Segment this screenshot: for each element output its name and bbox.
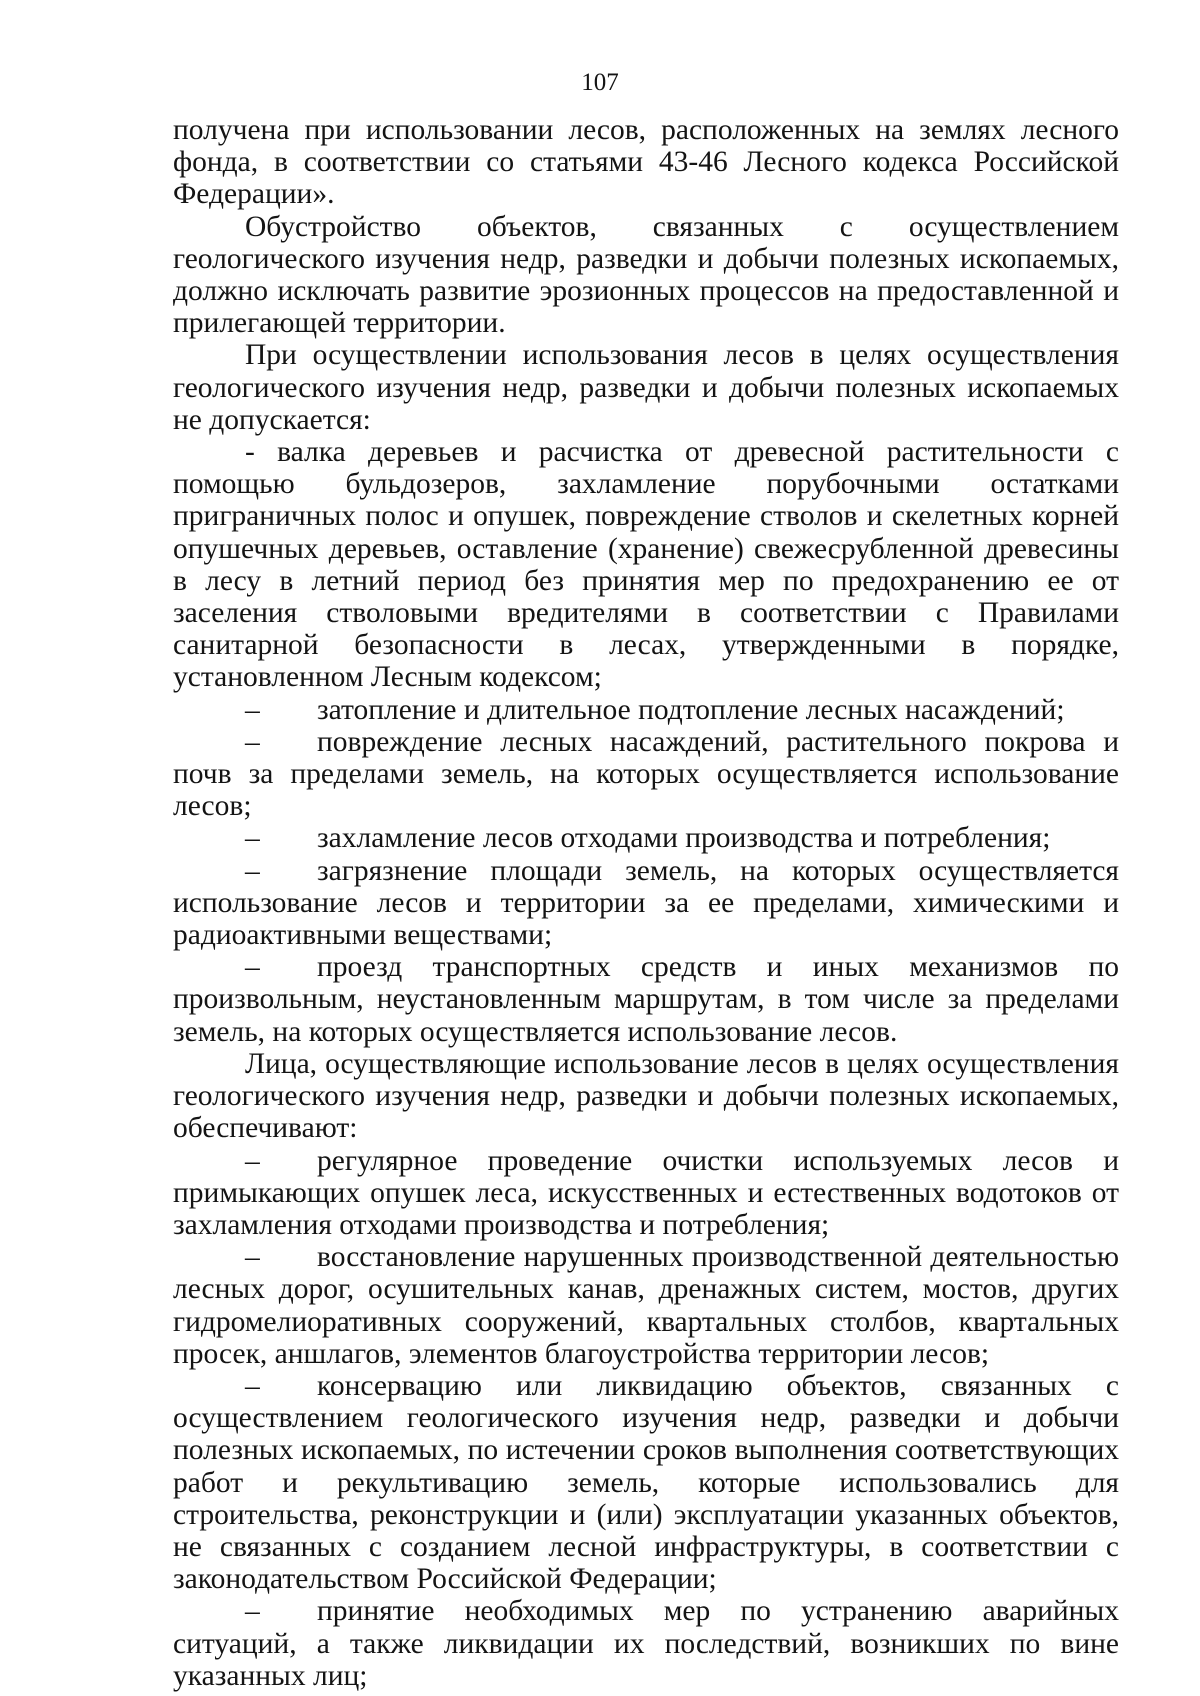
dash-marker: – (245, 1144, 260, 1177)
list-item (173, 726, 1119, 823)
dash-marker: – (245, 1241, 260, 1274)
list-item (173, 694, 1119, 726)
list-item-text: захламление лесов отходами производства и потребления; (317, 822, 1051, 855)
list-item (173, 1595, 1119, 1692)
list-item-text: проезд транспортных средств и иных механизмов по произвольным, неустановленным маршрутам, в том числе за пределами земель, на которых осуществляется использование лесов. (173, 951, 1119, 1048)
list-item (173, 855, 1119, 952)
list-item-text: затопление и длительное подтопление лесных насаждений; (317, 693, 1065, 726)
list-item (173, 951, 1119, 1048)
list-item (173, 1145, 1119, 1242)
list-item-text: повреждение лесных насаждений, растительного покрова и почв за пределами земель, на которых осуществляется использование лесов; (173, 725, 1119, 823)
list-item-text: консервацию или ликвидацию объектов, связанных с осуществлением геологического изучения недр, разведки и добычи полезных ископаемых, по истечении сроков выполнения соответствующих работ и рекультивацию земель, которые использовались для строительства, реконструкции и (или) эксплуатации указанных объектов, не связанных с созданием лесной инфраструктуры, в соответствии с законодательством Российской Федерации; (173, 1369, 1119, 1596)
paragraph: - валка деревьев и расчистка от древесной растительности с помощью бульдозеров, захламление порубочными остатками приграничных полос и опушек, повреждение стволов и скелетных корней опушечных деревьев, оставление (хранение) свежесрубленной древесины в лесу в летний период без принятия мер по предохранению ее от заселения стволовыми вредителями в соответствии с Правилами санитарной безопасности в лесах, утвержденными в порядке, установленном Лесным кодексом; (173, 436, 1119, 694)
list-item-text: принятие необходимых мер по устранению аварийных ситуаций, а также ликвидации их последствий, возникших по вине указанных лиц; (173, 1595, 1119, 1692)
paragraph-continuation: получена при использовании лесов, расположенных на землях лесного фонда, в соответствии со статьями 43-46 Лесного кодекса Российской Федерации». (173, 114, 1119, 211)
page-number: 107 (581, 69, 619, 96)
list-item (173, 1241, 1119, 1370)
list-item (173, 1370, 1119, 1595)
paragraph: Обустройство объектов, связанных с осуществлением геологического изучения недр, разведки и добычи полезных ископаемых, должно исключать развитие эрозионных процессов на предоставленной и прилегающей территории. (173, 210, 1119, 340)
list-item (173, 822, 1119, 854)
list-item-text: регулярное проведение очистки используемых лесов и примыкающих опушек леса, искусственных и естественных водотоков от захламления отходами производства и потребления; (173, 1144, 1119, 1241)
list-item-text: восстановление нарушенных производственной деятельностью лесных дорог, осушительных канав, дренажных систем, мостов, других гидромелиоративных сооружений, квартальных столбов, квартальных просек, аншлагов, элементов благоустройства территории лесов; (173, 1241, 1119, 1370)
dash-marker: – (245, 725, 260, 758)
dash-marker: – (245, 951, 260, 984)
dash-marker: – (245, 854, 260, 887)
dash-marker: – (245, 693, 260, 726)
list-item-text: загрязнение площади земель, на которых осуществляется использование лесов и территории за ее пределами, химическими и радиоактивными веществами; (173, 854, 1119, 952)
paragraph: Лица, осуществляющие использование лесов в целях осуществления геологического изучения недр, разведки и добычи полезных ископаемых, обеспечивают: (173, 1047, 1119, 1145)
dash-marker: – (245, 1369, 260, 1402)
paragraph: При осуществлении использования лесов в целях осуществления геологического изучения недр, разведки и добычи полезных ископаемых не допускается: (173, 339, 1119, 436)
dash-marker: – (245, 1595, 260, 1628)
document-body (173, 114, 1119, 1692)
dash-marker: – (245, 822, 260, 855)
